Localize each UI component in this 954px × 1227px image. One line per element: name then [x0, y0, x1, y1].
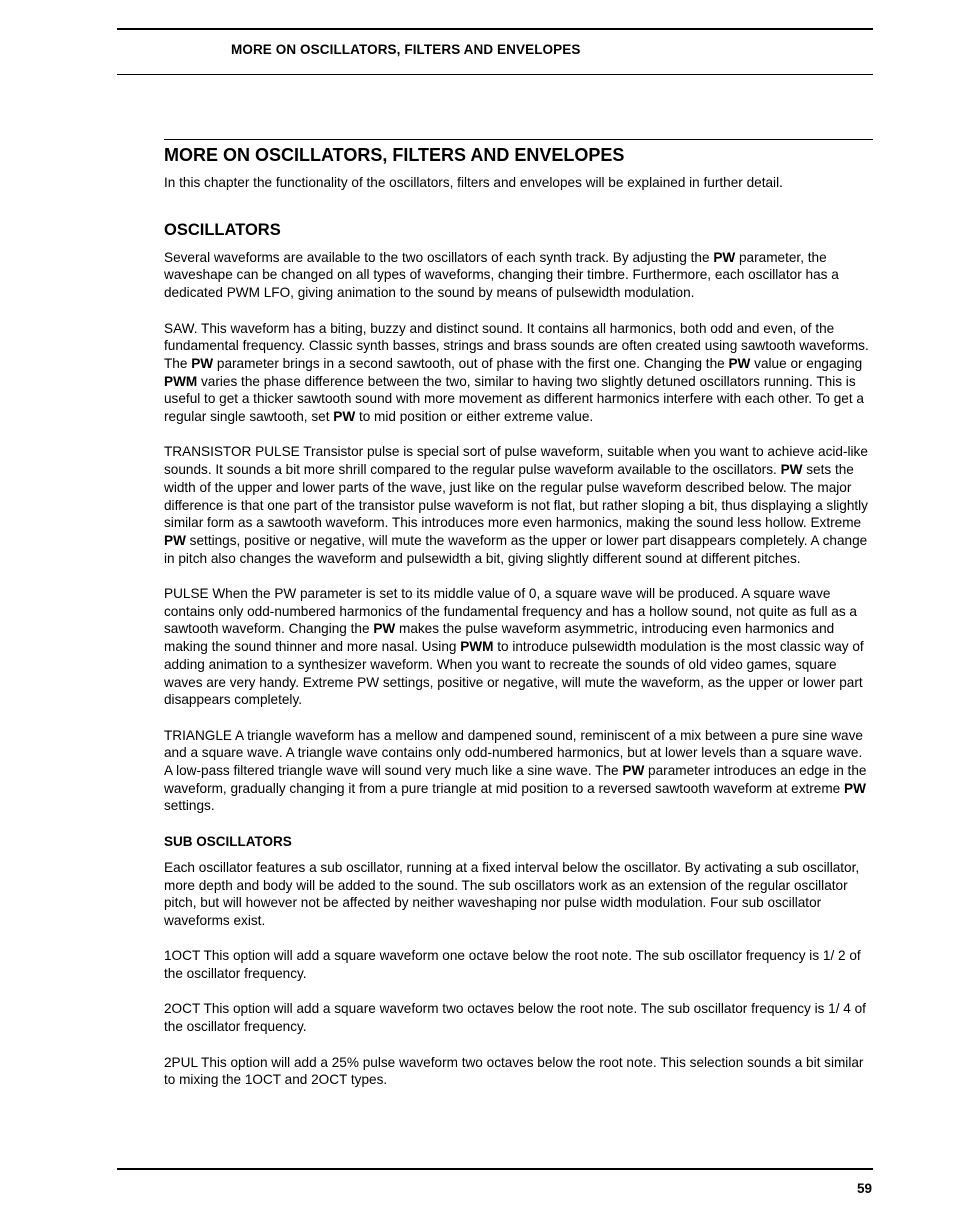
parameter-name: PW	[373, 621, 396, 637]
pulse-paragraph: PULSE When the PW parameter is set to its middle value of 0, a square wave will be produced. A square wave contains only odd-numbered harmonics of the fundamental frequency and has a hollow sound, not quite as full as a sawtooth waveform. Changing the PW makes the pulse waveform asymmetric, introducing even harmonics and making the sound thinner and more nasal. Using PWM to introduce pulsewidth modulation is the most classic way of adding animation to a synthesizer waveform. When you want to recreate the sounds of old video games, square waves are very handy. Extreme PW settings, positive or negative, will mute the waveform, as the upper or lower part disappears completely.	[164, 586, 864, 708]
transistor-pulse-paragraph: TRANSISTOR PULSE Transistor pulse is special sort of pulse waveform, suitable when you want to achieve acid-like sounds. It sounds a bit more shrill compared to the regular pulse waveform available to the oscillators. PW sets the width of the upper and lower parts of the wave, just like on the regular pulse waveform described below. The major difference is that one part of the transistor pulse waveform is not flat, but rather sloping a bit, thus displaying a slightly similar form as a sawtooth waveform. This introduces more even harmonics, making the sound less hollow. Extreme PW settings, positive or negative, will mute the waveform as the upper or lower part disappears completely. A change in pitch also changes the waveform and pulsewidth a bit, giving slightly different sound at different pitches.	[164, 444, 868, 566]
footer-rule	[117, 1168, 873, 1170]
parameter-name: PWM	[460, 639, 494, 655]
parameter-name: PW	[622, 763, 645, 779]
header-top-rule	[117, 28, 873, 30]
section-title-oscillators: OSCILLATORS	[164, 220, 281, 239]
chapter-rule	[164, 139, 873, 140]
saw-paragraph: SAW. This waveform has a biting, buzzy and distinct sound. It contains all harmonics, both odd and even, of the fundamental frequency. Classic synth basses, strings and brass sounds are often created using sawtooth waveforms. The PW parameter brings in a second sawtooth, out of phase with the first one. Changing the PW value or engaging PWM varies the phase difference between the two, similar to having two slightly detuned oscillators running. This is useful to get a thicker sawtooth sound with more movement as different harmonics interfere with each other. To get a regular single sawtooth, set PW to mid position or either extreme value.	[164, 320, 869, 425]
running-header: MORE ON OSCILLATORS, FILTERS AND ENVELOPES	[231, 42, 581, 57]
parameter-name: PWM	[164, 373, 198, 389]
chapter-intro: In this chapter the functionality of the oscillators, filters and envelopes will be explained in further detail.	[164, 175, 783, 190]
2pul-paragraph: 2PUL This option will add a 25% pulse waveform two octaves below the root note. This selection sounds a bit similar to mixing the 1OCT and 2OCT types.	[164, 1054, 864, 1088]
parameter-name: PW	[780, 462, 803, 478]
parameter-name: PW	[164, 532, 186, 548]
2oct-paragraph: 2OCT This option will add a square waveform two octaves below the root note. The sub oscillator frequency is 1/ 4 of the oscillator frequency.	[164, 1001, 866, 1035]
parameter-name: PW	[713, 249, 736, 265]
sub-oscillators-paragraph: Each oscillator features a sub oscillator, running at a fixed interval below the oscillator. By activating a sub oscillator, more depth and body will be added to the sound. The sub oscillators work as an extension of the regular oscillator pitch, but will however not be affected by neither waveshaping nor pulse width modulation. Four sub oscillator waveforms exist.	[164, 859, 860, 928]
parameter-name: PW	[191, 355, 214, 371]
page-content	[164, 139, 873, 1107]
oscillators-paragraph: Several waveforms are available to the two oscillators of each synth track. By adjusting the PW parameter, the waveshape can be changed on all types of waveforms, changing their timbre. Furthermore, each oscillator has a dedicated PWM LFO, giving animation to the sound by means of pulsewidth modulation.	[164, 249, 839, 301]
parameter-name: PW	[333, 409, 356, 425]
parameter-name: PW	[844, 780, 866, 796]
chapter-title: MORE ON OSCILLATORS, FILTERS AND ENVELOPES	[164, 145, 625, 165]
subsection-title-sub-oscillators: SUB OSCILLATORS	[164, 833, 292, 849]
page-number: 59	[856, 1181, 872, 1196]
triangle-paragraph: TRIANGLE A triangle waveform has a mellow and dampened sound, reminiscent of a mix between a pure sine wave and a square wave. A triangle wave contains only odd-numbered harmonics, but at lower levels than a square wave. A low-pass filtered triangle wave will sound very much like a sine wave. The PW parameter introduces an edge in the waveform, gradually changing it from a pure triangle at mid position to a reversed sawtooth waveform at extreme PW settings.	[164, 727, 867, 814]
parameter-name: PW	[728, 355, 751, 371]
header-bottom-rule	[117, 74, 873, 75]
1oct-paragraph: 1OCT This option will add a square waveform one octave below the root note. The sub oscillator frequency is 1/ 2 of the oscillator frequency.	[164, 948, 861, 982]
